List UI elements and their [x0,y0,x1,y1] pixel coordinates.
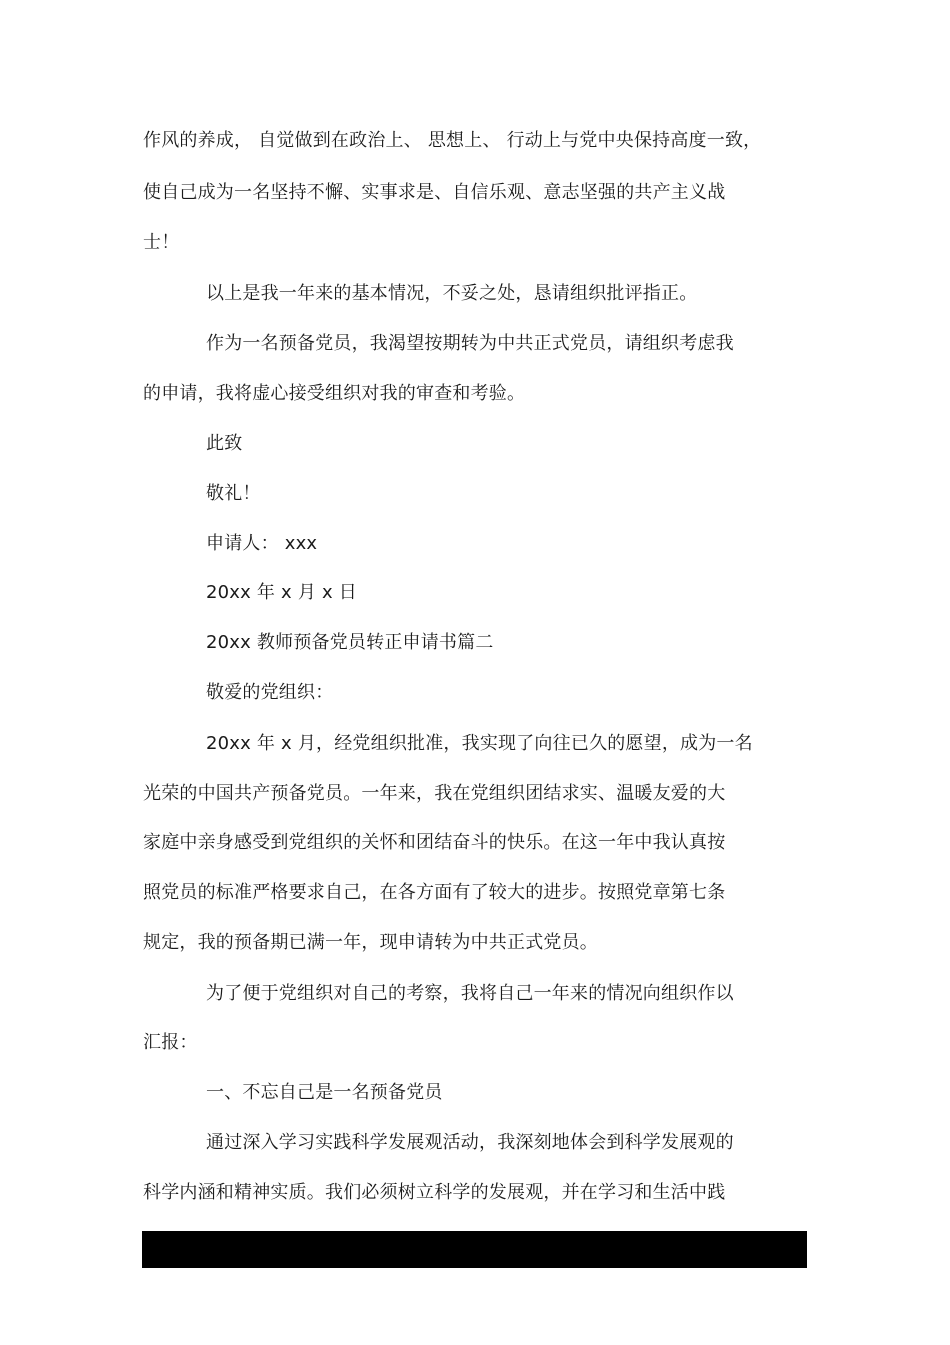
text-line: 通过深入学习实践科学发展观活动，我深刻地体会到科学发展观的 [206,1132,734,1153]
date-line: 20xx 年 x 月 x 日 [206,582,357,603]
text-line: 照党员的标准严格要求自己，在各方面有了较大的进步。按照党章第七条 [143,882,726,903]
text-line: 作为一名预备党员，我渴望按期转为中共正式党员，请组织考虑我 [206,333,734,354]
text-line: 的申请，我将虚心接受组织对我的审查和考验。 [143,383,526,404]
text-line: 20xx 年 x 月，经党组织批准，我实现了向往已久的愿望，成为一名 [206,733,753,754]
section-title: 20xx 教师预备党员转正申请书篇二 [206,632,494,653]
applicant-signature: 申请人： xxx [206,533,318,554]
greeting: 敬爱的党组织： [206,682,334,703]
text-line: 为了便于党组织对自己的考察，我将自己一年来的情况向组织作以 [206,983,734,1004]
text-line: 使自己成为一名坚持不懈、实事求是、自信乐观、意志坚强的共产主义战 [143,182,726,203]
closing-regards: 敬礼！ [206,483,261,504]
text-line: 光荣的中国共产预备党员。一年来，我在党组织团结求实、温暖友爱的大 [143,783,726,804]
text-line: 士！ [143,232,180,253]
closing-salutation: 此致 [206,433,243,454]
text-line: 作风的养成， 自觉做到在政治上、 思想上、 行动上与党中央保持高度一致， [143,130,762,151]
text-line: 规定，我的预备期已满一年，现申请转为中共正式党员。 [143,932,598,953]
text-line: 科学内涵和精神实质。我们必须树立科学的发展观，并在学习和生活中践 [143,1182,726,1203]
redaction-bar [142,1231,807,1268]
text-line: 以上是我一年来的基本情况，不妥之处，恳请组织批评指正。 [206,283,698,304]
subsection-heading: 一、不忘自己是一名预备党员 [206,1082,443,1103]
text-line: 家庭中亲身感受到党组织的关怀和团结奋斗的快乐。在这一年中我认真按 [143,832,726,853]
text-line: 汇报： [143,1032,198,1053]
